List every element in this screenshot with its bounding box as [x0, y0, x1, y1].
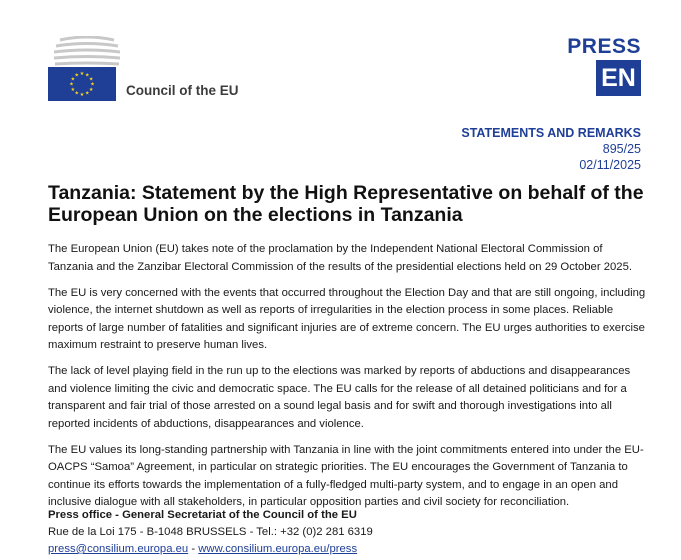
- eu-star-icon: ★: [90, 81, 95, 88]
- eu-star-icon: ★: [79, 92, 85, 99]
- statement-body: [48, 241, 648, 520]
- press-email-link[interactable]: press@consilium.europa.eu: [48, 543, 189, 555]
- eu-star-icon: ★: [79, 71, 85, 78]
- eu-star-icon: ★: [74, 72, 79, 79]
- paragraph: The EU is very concerned with the events that occurred throughout the Election Day and that are still ongoing, including violence, the internet shutdown as well as reports of irregularities in the election process in some places. Reliable reports of large number of fatalities and significant injuries are of extreme concern. The EU urges authorities to exercise maximum restraint to preserve human lives.: [48, 286, 646, 351]
- document-meta: [461, 125, 641, 173]
- footer-separator: -: [188, 543, 199, 555]
- council-building-logo-icon: [52, 36, 122, 66]
- press-website-link[interactable]: www.consilium.europa.eu/press: [198, 543, 358, 555]
- eu-star-icon: ★: [85, 72, 90, 79]
- footer-contacts: [48, 541, 373, 558]
- document-date: 02/11/2025: [579, 158, 641, 172]
- eu-star-icon: ★: [69, 81, 74, 88]
- press-label: PRESS: [567, 35, 641, 58]
- eu-star-icon: ★: [70, 76, 76, 83]
- council-logo: [48, 36, 248, 106]
- eu-flag-icon: [48, 67, 116, 101]
- language-badge: EN: [596, 60, 641, 96]
- organization-name: Council of the EU: [126, 83, 239, 98]
- eu-star-icon: ★: [88, 86, 94, 93]
- paragraph: The European Union (EU) takes note of the proclamation by the Independent National Electoral Commission of Tanzania and the Zanzibar Electoral Commission of the results of the presidential elections held on 29 October 2025.: [48, 243, 633, 273]
- footer-address: Rue de la Loi 175 - B-1048 BRUSSELS - Tel.: +32 (0)2 281 6319: [48, 526, 373, 538]
- eu-star-icon: ★: [85, 90, 90, 97]
- page-title: Tanzania: Statement by the High Representative on behalf of the European Union on the elections in Tanzania: [48, 182, 644, 226]
- paragraph: The EU values its long-standing partnership with Tanzania in line with the joint commitments entered into under the EU-OACPS “Samoa” Agreement, in particular on strategic priorities. The EU encourages the Government of Tanzania to continue its efforts towards the implementation of a fully-fledged multi-party system, and to engage in an open and inclusive dialogue with all stakeholders, in particular opposition parties and civil society for reconciliation.: [48, 443, 644, 508]
- paragraph: The lack of level playing field in the run up to the elections was marked by reports of abductions and disappearances and violence limiting the civic and democratic space. The EU calls for the release of all detained politicians and for a transparent and fair trial of those arrested on a sound legal basis and for swift and thorough investigations into all reported incidents of abductions, disappearances and violence.: [48, 365, 631, 430]
- footer-title: Press office - General Secretariat of the Council of the EU: [48, 509, 357, 521]
- eu-star-icon: ★: [74, 90, 79, 97]
- document-number: 895/25: [602, 142, 641, 156]
- eu-star-icon: ★: [70, 86, 76, 93]
- press-release-badge: [561, 36, 641, 96]
- document-category: STATEMENTS AND REMARKS: [461, 126, 641, 140]
- eu-star-icon: ★: [88, 76, 94, 83]
- press-office-footer: [48, 507, 373, 558]
